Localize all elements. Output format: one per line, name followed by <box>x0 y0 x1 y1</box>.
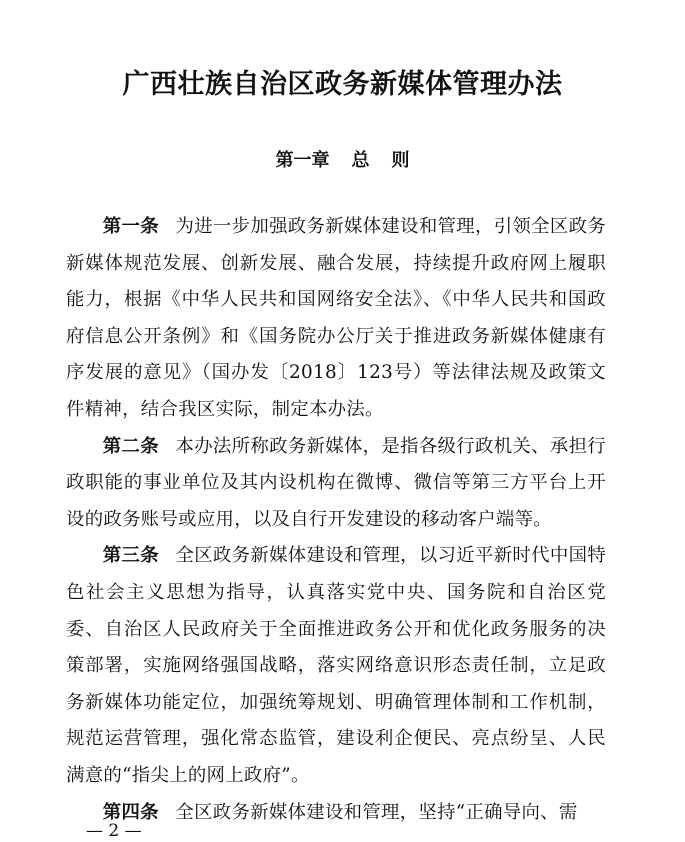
article-4 <box>66 795 606 832</box>
chapter-name-part-1: 总 <box>351 150 370 171</box>
article-number: 第二条 <box>102 435 159 457</box>
chapter-label: 第一章 <box>275 150 330 171</box>
page-number: — 2 — <box>86 821 142 841</box>
article-text: 全区政务新媒体建设和管理，以习近平新时代中国特色社会主义思想为指导，认真落实党中央、国务院和自治区党委、自治区人民政府关于全面推进政务公开和优化政务服务的决策部署，实施网络强国战略，落实网络意识形态责任制，立足政务新媒体功能定位，加强统筹规划、明确管理体制和工作机制，规范运营管理，强化常态监管，建设利企便民、亮点纷呈、人民满意的“指尖上的网上政府”。 <box>66 545 606 786</box>
article-number: 第一条 <box>102 216 159 237</box>
article-text: 为进一步加强政务新媒体建设和管理，引领全区政务新媒体规范发展、创新发展、融合发展，持续提升政府网上履职能力，根据《中华人民共和国网络安全法》、《中华人民共和国政府信息公开条例》和《国务院办公厅关于推进政务新媒体健康有序发展的意见》（国办发〔2018〕123号）等法律法规及政策文件精神，结合我区实际，制定本办法。 <box>66 216 606 420</box>
chapter-heading <box>0 146 685 172</box>
document-title: 广西壮族自治区政务新媒体管理办法 <box>122 69 563 100</box>
article-number: 第四条 <box>102 801 159 823</box>
article-text: 本办法所称政务新媒体，是指各级行政机关、承担行政职能的事业单位及其内设机构在微博、微信等第三方平台上开设的政务账号或应用，以及自行开发建设的移动客户端等。 <box>66 435 606 530</box>
article-3 <box>66 538 606 794</box>
article-2 <box>66 429 606 539</box>
chapter-name-part-2: 则 <box>391 150 410 171</box>
article-1 <box>66 209 606 429</box>
document-body <box>66 209 606 831</box>
article-number: 第三条 <box>102 545 159 567</box>
article-text: 全区政务新媒体建设和管理，坚持“正确导向、需 <box>175 801 578 823</box>
